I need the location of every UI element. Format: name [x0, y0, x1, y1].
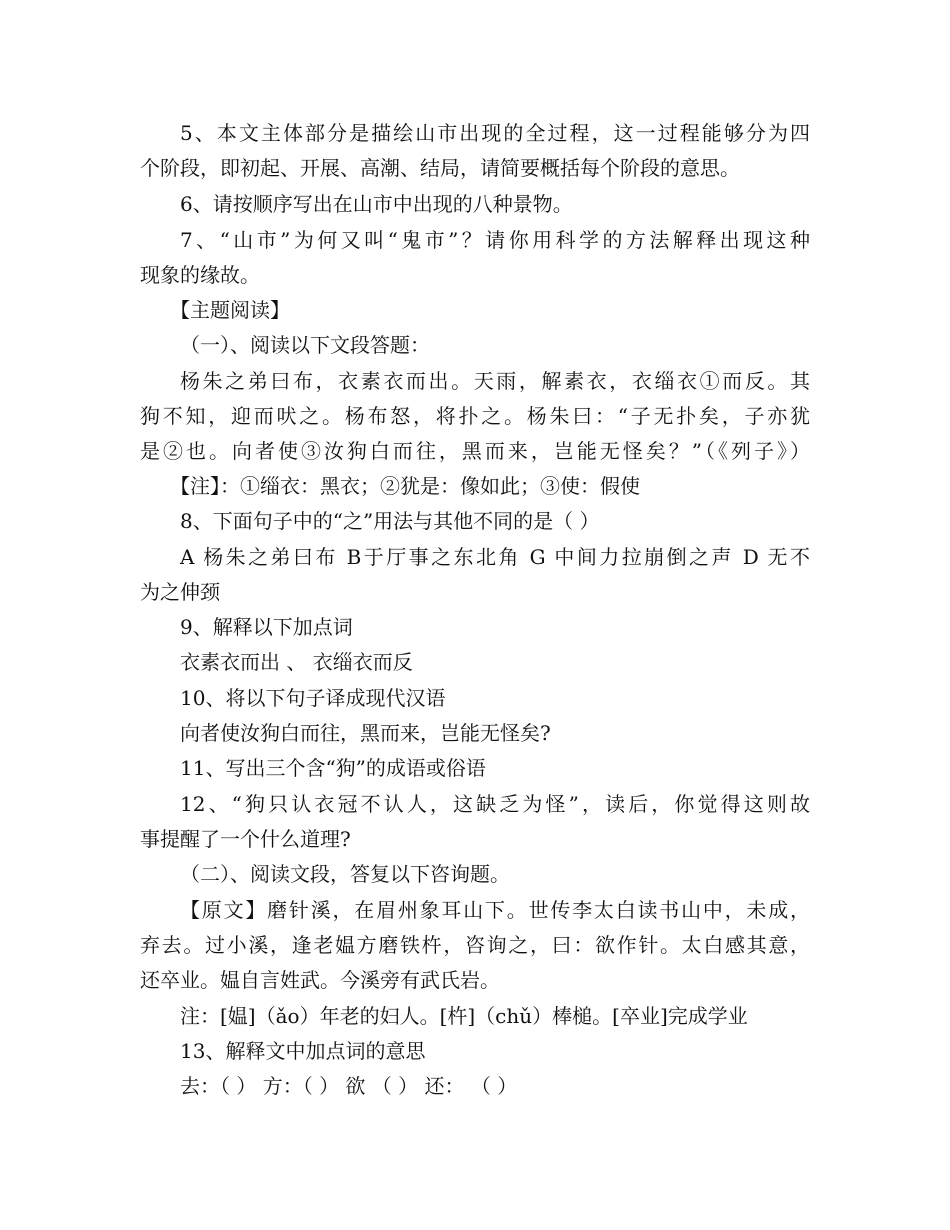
question-5-line-1: 5、本文主体部分是描绘山市出现的全过程，这一过程能够分为四: [180, 121, 810, 145]
question-7-line-1: 7、“山市”为何又叫“鬼市”？请你用科学的方法解释出现这种: [180, 228, 810, 252]
passage-1-line-2: 狗不知，迎而吠之。杨布怒，将扑之。杨朱曰：“子无扑矣，子亦犹: [140, 404, 810, 428]
passage-1-line-3: 是②也。向者使③汝狗白而往，黑而来，岂能无怪矣？”（《列子》）: [140, 439, 810, 463]
question-13: 13、解释文中加点词的意思: [180, 1039, 426, 1063]
passage-2-line-3: 还卒业。媪自言姓武。今溪旁有武氏岩。: [140, 968, 500, 992]
passage-2-line-1: 【原文】磨针溪，在眉州象耳山下。世传李太白读书山中，未成，: [180, 898, 810, 922]
question-9-words: 衣素衣而出 、 衣缁衣而反: [180, 650, 413, 674]
question-12-line-1: 12、“狗只认衣冠不认人，这缺乏为怪”，读后，你觉得这则故: [180, 792, 810, 816]
question-10: 10、将以下句子译成现代汉语: [180, 686, 446, 710]
passage-1-line-1: 杨朱之弟曰布，衣素衣而出。天雨，解素衣，衣缁衣①而反。其: [180, 369, 810, 393]
passage-1-note: 【注】：①缁衣：黑衣；②犹是：像如此；③使：假使: [170, 474, 640, 498]
question-10-sentence: 向者使汝狗白而往，黑而来，岂能无怪矣?: [180, 721, 551, 745]
question-8-options-line-1: A 杨朱之弟曰布 B于厅事之东北角 G 中间力拉崩倒之声 D 无不: [180, 545, 810, 569]
passage-2-line-2: 弃去。过小溪，逢老媪方磨铁杵，咨询之，曰：欲作针。太白感其意，: [140, 933, 810, 957]
question-7-line-2: 现象的缘故。: [140, 263, 260, 287]
question-8-options-line-2: 为之伸颈: [140, 580, 220, 604]
passage-2-note: 注：[媪]（ǎo）年老的妇人。[杵]（chǔ）棒槌。[卒业]完成学业: [180, 1004, 748, 1028]
question-8: 8、下面句子中的“之”用法与其他不同的是（ ）: [180, 509, 600, 533]
question-11: 11、写出三个含“狗”的成语或俗语: [180, 756, 486, 780]
part-two-heading: （二）、阅读文段，答复以下咨询题。: [180, 862, 510, 886]
section-heading-theme-reading: 【主题阅读】: [170, 298, 290, 322]
part-one-heading: （一）、阅读以下文段答题：: [180, 333, 430, 357]
question-9: 9、解释以下加点词: [180, 615, 353, 639]
question-13-blanks: 去：（ ） 方：（ ） 欲 （ ） 还： （ ）: [180, 1074, 518, 1098]
question-12-line-2: 事提醒了一个什么道理?: [140, 827, 351, 851]
question-6: 6、请按顺序写出在山市中出现的八种景物。: [180, 192, 573, 216]
question-5-line-2: 个阶段，即初起、开展、高潮、结局，请简要概括每个阶段的意思。: [140, 156, 740, 180]
